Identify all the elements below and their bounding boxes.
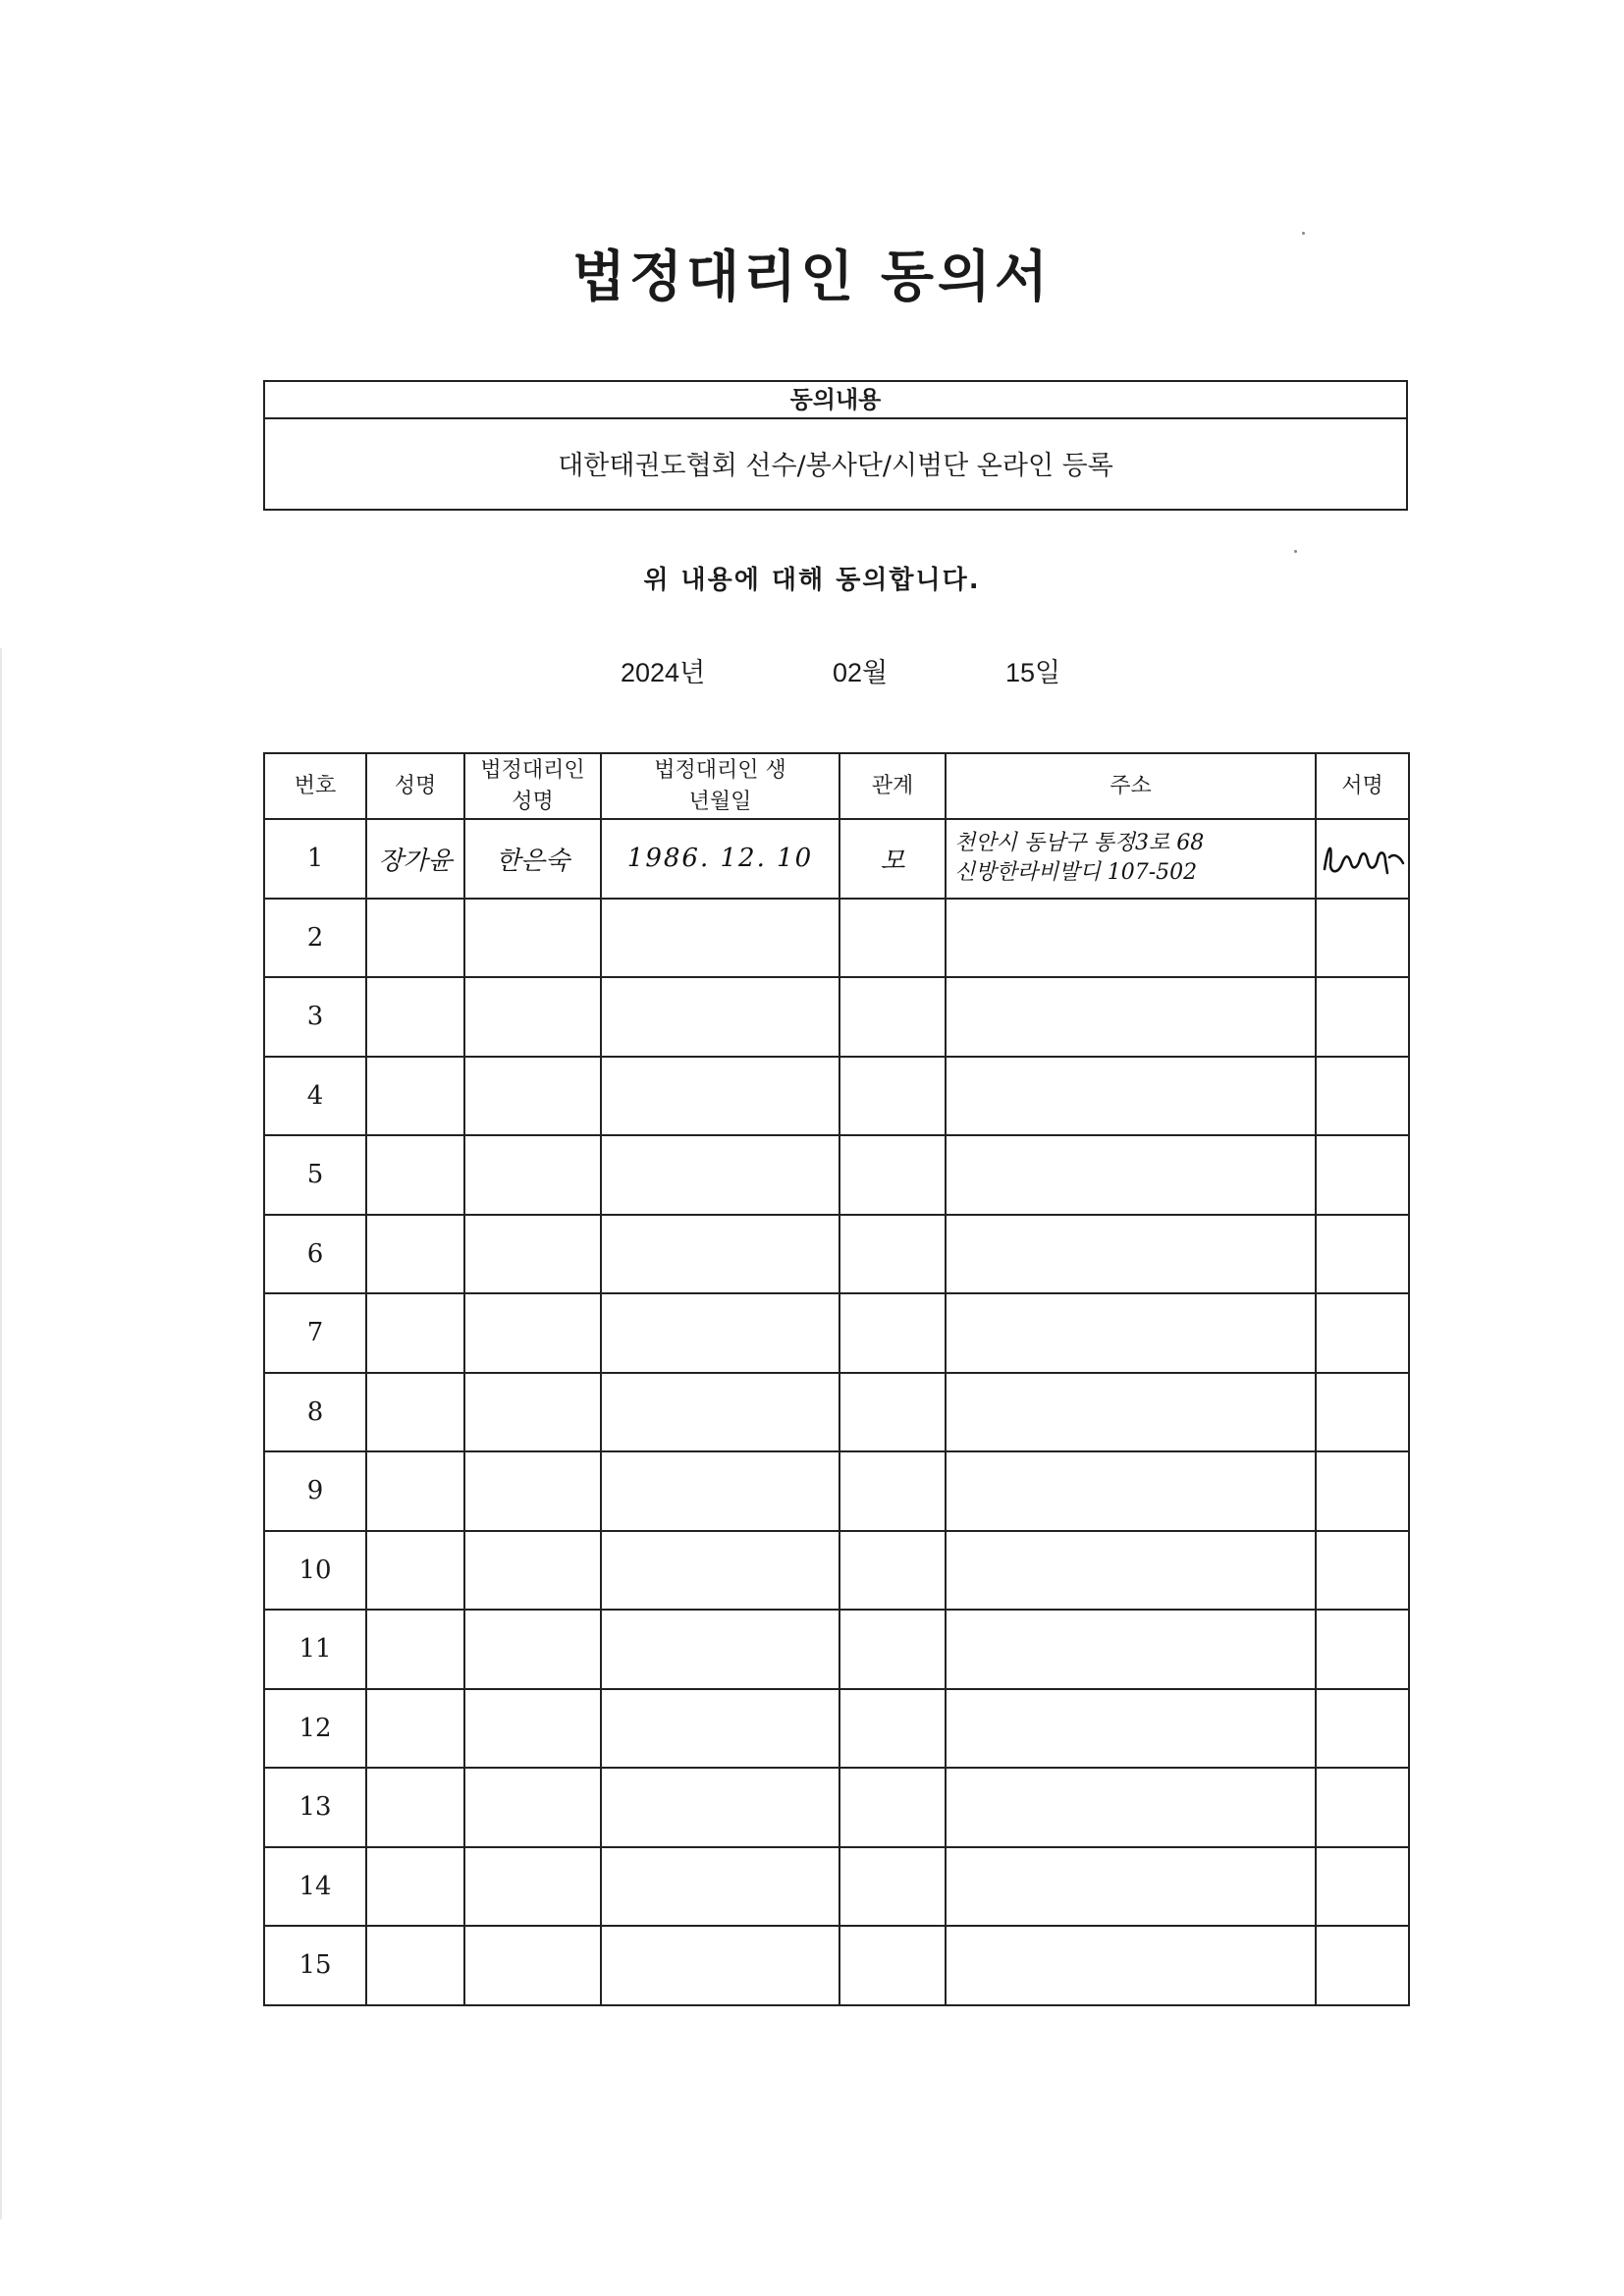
cell-signature xyxy=(1316,1451,1409,1531)
cell-relation xyxy=(839,1135,946,1215)
address-line: 신방한라비발디 107-502 xyxy=(954,860,1198,886)
cell-address xyxy=(946,1135,1316,1215)
cell-signature xyxy=(1316,1847,1409,1927)
table-row xyxy=(264,1293,1409,1373)
cell-guardian-name xyxy=(464,1057,601,1136)
cell-relation xyxy=(839,1768,946,1847)
handwritten-signature xyxy=(1319,834,1407,883)
table-row xyxy=(264,819,1409,899)
cell-guardian-name xyxy=(464,1689,601,1769)
cell-number: 4 xyxy=(264,1057,366,1136)
cell-guardian-birth xyxy=(601,1057,839,1136)
cell-name xyxy=(366,1768,464,1847)
cell-signature xyxy=(1316,1215,1409,1294)
table-row xyxy=(264,977,1409,1057)
table-header-row xyxy=(264,753,1409,819)
cell-address xyxy=(946,1215,1316,1294)
address-line: 천안시 동남구 통정3로 68 xyxy=(954,831,1205,856)
cell-relation xyxy=(839,899,946,978)
table-row xyxy=(264,899,1409,978)
cell-relation xyxy=(839,1057,946,1136)
cell-guardian-birth xyxy=(601,1926,839,2005)
cell-guardian-name xyxy=(464,1293,601,1373)
cell-number: 7 xyxy=(264,1293,366,1373)
cell-guardian-name xyxy=(464,1215,601,1294)
table-row xyxy=(264,1215,1409,1294)
cell-guardian-name xyxy=(464,1135,601,1215)
header-name: 성명 xyxy=(366,753,464,819)
cell-address xyxy=(946,1293,1316,1373)
cell-signature xyxy=(1316,1531,1409,1611)
cell-number: 3 xyxy=(264,977,366,1057)
cell-relation xyxy=(839,1373,946,1452)
header-guardian-name: 법정대리인 성명 xyxy=(464,753,601,819)
cell-number: 14 xyxy=(264,1847,366,1927)
table-body xyxy=(264,819,1409,2005)
cell-name xyxy=(366,1135,464,1215)
cell-address xyxy=(946,1610,1316,1689)
cell-address xyxy=(946,1451,1316,1531)
cell-relation xyxy=(839,977,946,1057)
cell-guardian-name xyxy=(464,1610,601,1689)
cell-signature xyxy=(1316,1926,1409,2005)
cell-signature xyxy=(1316,899,1409,978)
cell-guardian-name xyxy=(464,899,601,978)
cell-name xyxy=(366,1926,464,2005)
cell-address xyxy=(946,819,1316,899)
cell-signature xyxy=(1316,1373,1409,1452)
cell-guardian-birth xyxy=(601,977,839,1057)
cell-address xyxy=(946,1768,1316,1847)
cell-relation xyxy=(839,1531,946,1611)
cell-signature xyxy=(1316,1293,1409,1373)
cell-relation: 모 xyxy=(839,819,946,899)
cell-guardian-name xyxy=(464,977,601,1057)
cell-number: 6 xyxy=(264,1215,366,1294)
cell-signature xyxy=(1316,1768,1409,1847)
cell-guardian-name xyxy=(464,1373,601,1452)
date-month: 02월 xyxy=(833,658,889,687)
cell-address xyxy=(946,1057,1316,1136)
cell-guardian-birth xyxy=(601,1215,839,1294)
header-signature: 서명 xyxy=(1316,753,1409,819)
consent-heading: 동의내용 xyxy=(265,382,1406,419)
cell-number: 1 xyxy=(264,819,366,899)
cell-relation xyxy=(839,1610,946,1689)
cell-number: 2 xyxy=(264,899,366,978)
cell-name xyxy=(366,1610,464,1689)
cell-number: 9 xyxy=(264,1451,366,1531)
cell-name xyxy=(366,1215,464,1294)
consent-box xyxy=(263,380,1408,511)
cell-name: 장가윤 xyxy=(366,819,464,899)
cell-signature xyxy=(1316,1135,1409,1215)
date-year: 2024년 xyxy=(621,658,706,687)
scan-speck xyxy=(1294,550,1297,553)
cell-address xyxy=(946,1531,1316,1611)
cell-name xyxy=(366,1451,464,1531)
cell-relation xyxy=(839,1689,946,1769)
cell-name xyxy=(366,1057,464,1136)
cell-address xyxy=(946,1373,1316,1452)
cell-guardian-name xyxy=(464,1847,601,1927)
cell-guardian-birth xyxy=(601,1847,839,1927)
table-row xyxy=(264,1847,1409,1927)
cell-guardian-name xyxy=(464,1768,601,1847)
table-row xyxy=(264,1610,1409,1689)
table-row xyxy=(264,1057,1409,1136)
cell-guardian-birth xyxy=(601,899,839,978)
cell-number: 5 xyxy=(264,1135,366,1215)
cell-name xyxy=(366,1847,464,1927)
cell-relation xyxy=(839,1926,946,2005)
header-relation: 관계 xyxy=(839,753,946,819)
cell-address xyxy=(946,899,1316,978)
cell-number: 12 xyxy=(264,1689,366,1769)
cell-number: 15 xyxy=(264,1926,366,2005)
cell-guardian-birth xyxy=(601,1689,839,1769)
cell-relation xyxy=(839,1451,946,1531)
header-address: 주소 xyxy=(946,753,1316,819)
cell-guardian-birth: 1986. 12. 10 xyxy=(601,819,839,899)
cell-name xyxy=(366,1293,464,1373)
cell-signature xyxy=(1316,819,1409,899)
cell-number: 10 xyxy=(264,1531,366,1611)
cell-guardian-name: 한은숙 xyxy=(464,819,601,899)
cell-guardian-birth xyxy=(601,1531,839,1611)
cell-relation xyxy=(839,1847,946,1927)
cell-signature xyxy=(1316,1610,1409,1689)
cell-guardian-birth xyxy=(601,1451,839,1531)
table-row xyxy=(264,1135,1409,1215)
cell-address xyxy=(946,1847,1316,1927)
cell-guardian-name xyxy=(464,1926,601,2005)
cell-guardian-name xyxy=(464,1451,601,1531)
cell-guardian-birth xyxy=(601,1610,839,1689)
cell-relation xyxy=(839,1293,946,1373)
cell-signature xyxy=(1316,977,1409,1057)
table-row xyxy=(264,1689,1409,1769)
header-number: 번호 xyxy=(264,753,366,819)
document-title: 법정대리인 동의서 xyxy=(571,246,1053,309)
date-day: 15일 xyxy=(1005,658,1061,687)
agreement-statement: 위 내용에 대해 동의합니다. xyxy=(643,566,981,595)
cell-name xyxy=(366,899,464,978)
cell-number: 8 xyxy=(264,1373,366,1452)
cell-relation xyxy=(839,1215,946,1294)
cell-guardian-birth xyxy=(601,1373,839,1452)
scan-edge-line xyxy=(0,648,2,2219)
cell-number: 13 xyxy=(264,1768,366,1847)
table-row xyxy=(264,1373,1409,1452)
cell-address xyxy=(946,1926,1316,2005)
table-row xyxy=(264,1768,1409,1847)
table-row xyxy=(264,1531,1409,1611)
cell-guardian-name xyxy=(464,1531,601,1611)
cell-guardian-birth xyxy=(601,1293,839,1373)
consent-content: 대한태권도협회 선수/봉사단/시범단 온라인 등록 xyxy=(558,451,1113,481)
cell-name xyxy=(366,977,464,1057)
table-row xyxy=(264,1451,1409,1531)
cell-name xyxy=(366,1689,464,1769)
cell-guardian-birth xyxy=(601,1768,839,1847)
cell-name xyxy=(366,1531,464,1611)
cell-signature xyxy=(1316,1689,1409,1769)
cell-number: 11 xyxy=(264,1610,366,1689)
cell-signature xyxy=(1316,1057,1409,1136)
header-guardian-birth: 법정대리인 생년월일 xyxy=(601,753,839,819)
cell-address xyxy=(946,977,1316,1057)
cell-guardian-birth xyxy=(601,1135,839,1215)
cell-name xyxy=(366,1373,464,1452)
guardian-table xyxy=(263,752,1410,2006)
cell-address xyxy=(946,1689,1316,1769)
table-row xyxy=(264,1926,1409,2005)
